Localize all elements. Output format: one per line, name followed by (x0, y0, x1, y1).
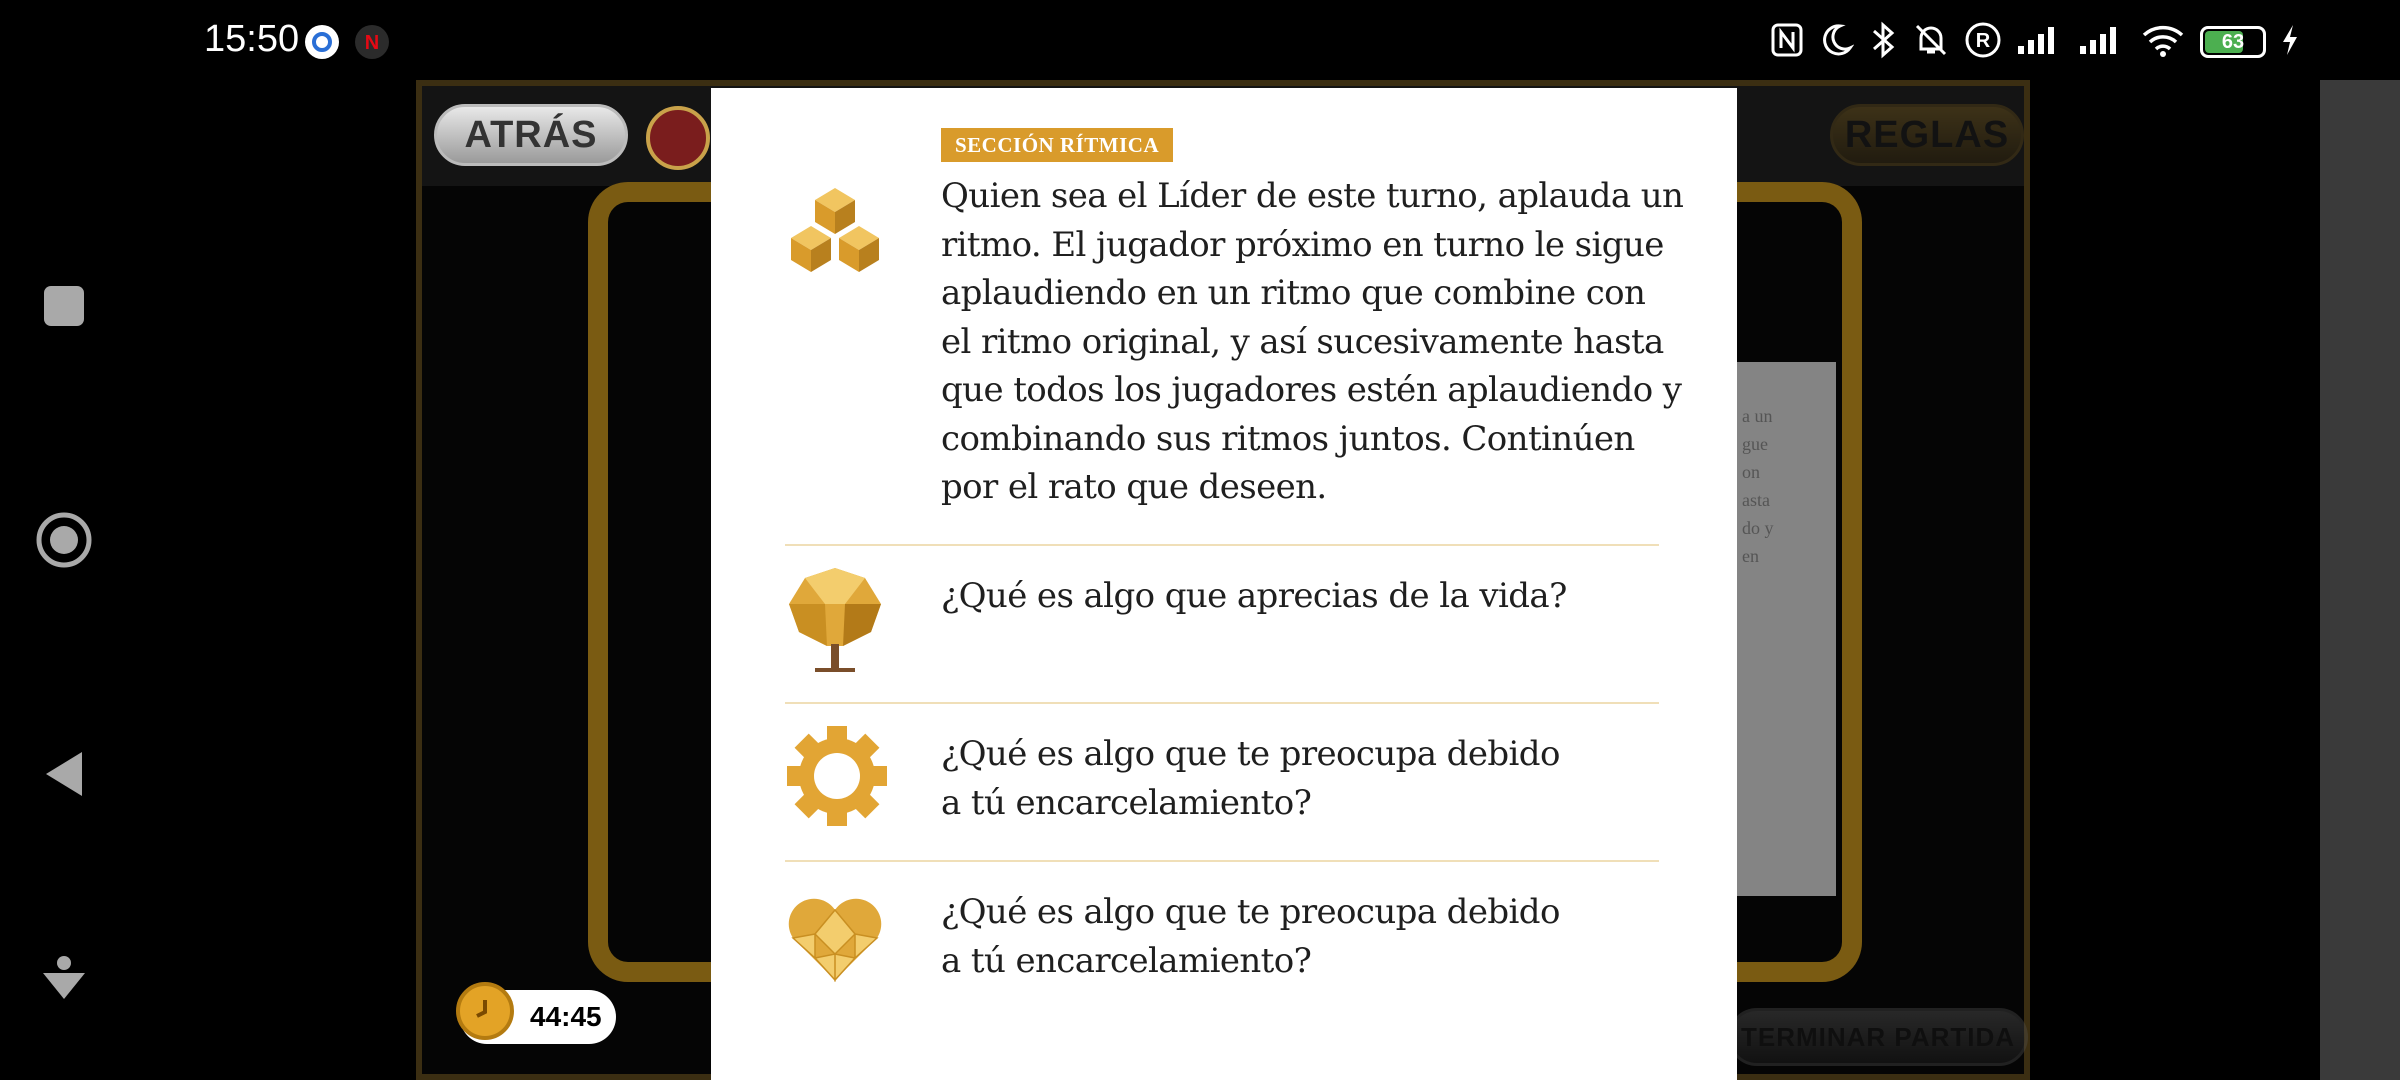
background-text: en (1742, 546, 1759, 566)
svg-text:R: R (1975, 29, 1991, 52)
text-line: Quien sea el Líder de este turno, aplauda un (941, 176, 1684, 216)
text-line: ¿Qué es algo que te preocupa debido (941, 892, 1560, 932)
signal-icon (2016, 24, 2064, 61)
side-panel (2320, 80, 2400, 1080)
nfc-icon (1770, 22, 1804, 63)
text-line: aplaudiendo en un ritmo que combine con (941, 273, 1646, 313)
background-text: do y (1742, 518, 1774, 538)
mute-icon (1912, 21, 1950, 64)
status-icons (1770, 20, 2300, 64)
registered-icon (1964, 21, 2002, 64)
netflix-icon (354, 24, 390, 65)
moon-icon (1818, 22, 1854, 63)
heart-icon (785, 894, 885, 984)
gear-icon (785, 724, 889, 828)
end-game-button[interactable] (1728, 1008, 2028, 1066)
question-1: ¿Qué es algo que aprecias de la vida? (941, 576, 1567, 616)
background-text: on (1742, 462, 1760, 482)
text-line: ¿Qué es algo que te preocupa debido (941, 734, 1560, 774)
card-modal[interactable] (711, 88, 1737, 1080)
settings-notification-icon (304, 24, 340, 65)
tree-icon (785, 564, 885, 674)
rules-button[interactable] (1830, 104, 2024, 166)
divider (785, 544, 1659, 546)
rhythm-instructions (941, 172, 1683, 512)
text-line: que todos los jugadores estén aplaudiendo y (941, 370, 1682, 410)
square-icon (43, 285, 85, 327)
back-game-label: ATRÁS (464, 113, 598, 156)
stopwatch-icon (456, 982, 514, 1040)
text-line: combinando sus ritmos juntos. Continúen (941, 418, 1635, 459)
section-tag: SECCIÓN RÍTMICA (941, 128, 1173, 162)
signal-icon (2078, 24, 2126, 61)
navigation-bar (0, 80, 130, 1080)
back-button[interactable] (36, 746, 92, 802)
text-line: el ritmo original, y así sucesivamente hasta (941, 321, 1664, 362)
text-line: ritmo. El jugador próximo en turno le sigue (941, 224, 1664, 265)
wifi-icon (2140, 22, 2186, 63)
recents-button[interactable] (36, 278, 92, 334)
battery-icon (2200, 26, 2266, 58)
background-text: a un (1742, 406, 1773, 426)
back-game-button[interactable] (434, 104, 628, 166)
rules-label: REGLAS (1844, 113, 2010, 156)
text-line: por el rato que deseen. (941, 467, 1327, 507)
record-icon (36, 512, 92, 568)
clock: 15:50 (204, 18, 300, 60)
question-3 (941, 888, 1560, 985)
logo-icon (646, 106, 710, 170)
download-arrow-icon (41, 955, 87, 1005)
status-bar (0, 0, 2400, 80)
svg-text:N: N (364, 32, 380, 54)
cubes-icon (785, 182, 885, 286)
home-button[interactable] (36, 512, 92, 568)
background-text: asta (1742, 490, 1770, 510)
back-triangle-icon (42, 749, 86, 799)
divider (785, 860, 1659, 862)
text-line: a tú encarcelamiento? (941, 940, 1312, 981)
text-line: a tú encarcelamiento? (941, 782, 1312, 823)
end-game-label: TERMINAR PARTIDA (1740, 1021, 2016, 1052)
timer-value: 44:45 (530, 1001, 602, 1032)
hide-nav-button[interactable] (36, 952, 92, 1008)
background-text: gue (1742, 434, 1768, 454)
bluetooth-icon (1868, 21, 1898, 64)
charging-icon (2280, 23, 2300, 62)
question-2 (941, 730, 1560, 827)
divider (785, 702, 1659, 704)
battery-level: 63 (2221, 31, 2245, 53)
